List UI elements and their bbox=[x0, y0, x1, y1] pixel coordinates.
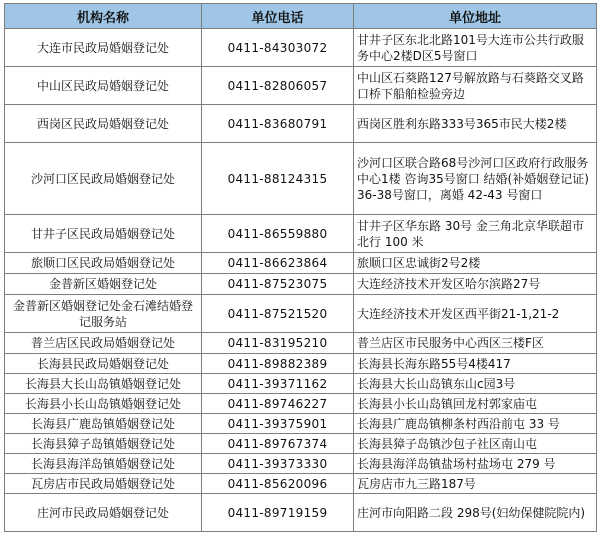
address: 沙河口区联合路68号沙河口区政府行政服务中心1楼 咨询35号窗口 结婚(补婚姻登记证)36-38号窗口，离婚 42-43 号窗口 bbox=[354, 143, 597, 215]
address: 长海县大长山岛镇东山c园3号 bbox=[354, 374, 597, 394]
address: 中山区石葵路127号解放路与石葵路交叉路口桥下船舶检验旁边 bbox=[354, 67, 597, 105]
phone-number: 0411-89767374 bbox=[202, 434, 354, 454]
table-row bbox=[5, 414, 597, 434]
table-row bbox=[5, 274, 597, 295]
header-phone: 单位电话 bbox=[202, 4, 354, 29]
address: 西岗区胜利东路333号365市民大楼2楼 bbox=[354, 105, 597, 143]
phone-number: 0411-84303072 bbox=[202, 29, 354, 67]
phone-number: 0411-89882389 bbox=[202, 354, 354, 374]
phone-number: 0411-39375901 bbox=[202, 414, 354, 434]
header-institution-name: 机构名称 bbox=[5, 4, 202, 29]
institution-name: 长海县民政局婚姻登记处 bbox=[5, 354, 202, 374]
table-row bbox=[5, 333, 597, 354]
institution-name: 普兰店区民政局婚姻登记处 bbox=[5, 333, 202, 354]
marriage-registry-table bbox=[4, 3, 597, 532]
table-row bbox=[5, 29, 597, 67]
institution-name: 西岗区民政局婚姻登记处 bbox=[5, 105, 202, 143]
table-row bbox=[5, 295, 597, 333]
phone-number: 0411-87521520 bbox=[202, 295, 354, 333]
phone-number: 0411-39371162 bbox=[202, 374, 354, 394]
address: 长海县海洋岛镇盐场村盐场屯 279 号 bbox=[354, 454, 597, 474]
table-row bbox=[5, 105, 597, 143]
table-row bbox=[5, 143, 597, 215]
phone-number: 0411-86559880 bbox=[202, 215, 354, 253]
table-row bbox=[5, 454, 597, 474]
phone-number: 0411-87523075 bbox=[202, 274, 354, 295]
address: 长海县小长山岛镇回龙村郭家庙屯 bbox=[354, 394, 597, 414]
table-row bbox=[5, 474, 597, 494]
table-row bbox=[5, 434, 597, 454]
table-row bbox=[5, 67, 597, 105]
phone-number: 0411-85620096 bbox=[202, 474, 354, 494]
institution-name: 长海县小长山岛镇婚姻登记处 bbox=[5, 394, 202, 414]
table-body bbox=[5, 29, 597, 532]
phone-number: 0411-83195210 bbox=[202, 333, 354, 354]
table-row bbox=[5, 215, 597, 253]
address: 瓦房店市九三路187号 bbox=[354, 474, 597, 494]
table-row bbox=[5, 374, 597, 394]
institution-name: 庄河市民政局婚姻登记处 bbox=[5, 494, 202, 532]
institution-name: 大连市民政局婚姻登记处 bbox=[5, 29, 202, 67]
table-row bbox=[5, 494, 597, 532]
address: 庄河市向阳路二段 298号(妇幼保健院院内) bbox=[354, 494, 597, 532]
table-row bbox=[5, 354, 597, 374]
institution-name: 长海县大长山岛镇婚姻登记处 bbox=[5, 374, 202, 394]
institution-name: 旅顺口区民政局婚姻登记处 bbox=[5, 253, 202, 274]
table-row bbox=[5, 394, 597, 414]
address: 大连经济技术开发区西平街21-1,21-2 bbox=[354, 295, 597, 333]
address: 甘井子区华东路 30号 金三角北京华联超市北行 100 米 bbox=[354, 215, 597, 253]
institution-name: 长海县广鹿岛镇婚姻登记处 bbox=[5, 414, 202, 434]
institution-name: 甘井子区民政局婚姻登记处 bbox=[5, 215, 202, 253]
address: 长海县广鹿岛镇柳条村西沿前屯 33 号 bbox=[354, 414, 597, 434]
phone-number: 0411-89719159 bbox=[202, 494, 354, 532]
phone-number: 0411-39373330 bbox=[202, 454, 354, 474]
institution-name: 瓦房店市民政局婚姻登记处 bbox=[5, 474, 202, 494]
header-row bbox=[5, 4, 597, 29]
phone-number: 0411-88124315 bbox=[202, 143, 354, 215]
institution-name: 金普新区婚姻登记处金石滩结婚登记服务站 bbox=[5, 295, 202, 333]
address: 长海县长海东路55号4楼417 bbox=[354, 354, 597, 374]
address: 长海县獐子岛镇沙包子社区南山屯 bbox=[354, 434, 597, 454]
institution-name: 长海县獐子岛镇婚姻登记处 bbox=[5, 434, 202, 454]
phone-number: 0411-86623864 bbox=[202, 253, 354, 274]
phone-number: 0411-82806057 bbox=[202, 67, 354, 105]
institution-name: 金普新区婚姻登记处 bbox=[5, 274, 202, 295]
institution-name: 中山区民政局婚姻登记处 bbox=[5, 67, 202, 105]
institution-name: 长海县海洋岛镇婚姻登记处 bbox=[5, 454, 202, 474]
header-address: 单位地址 bbox=[354, 4, 597, 29]
table-row bbox=[5, 253, 597, 274]
address: 大连经济技术开发区哈尔滨路27号 bbox=[354, 274, 597, 295]
address: 旅顺口区忠诚街2号2楼 bbox=[354, 253, 597, 274]
phone-number: 0411-83680791 bbox=[202, 105, 354, 143]
address: 普兰店区市民服务中心西区三楼F区 bbox=[354, 333, 597, 354]
table-header bbox=[5, 4, 597, 29]
address: 甘井子区东北北路101号大连市公共行政服务中心2楼D区5号窗口 bbox=[354, 29, 597, 67]
phone-number: 0411-89746227 bbox=[202, 394, 354, 414]
institution-name: 沙河口区民政局婚姻登记处 bbox=[5, 143, 202, 215]
